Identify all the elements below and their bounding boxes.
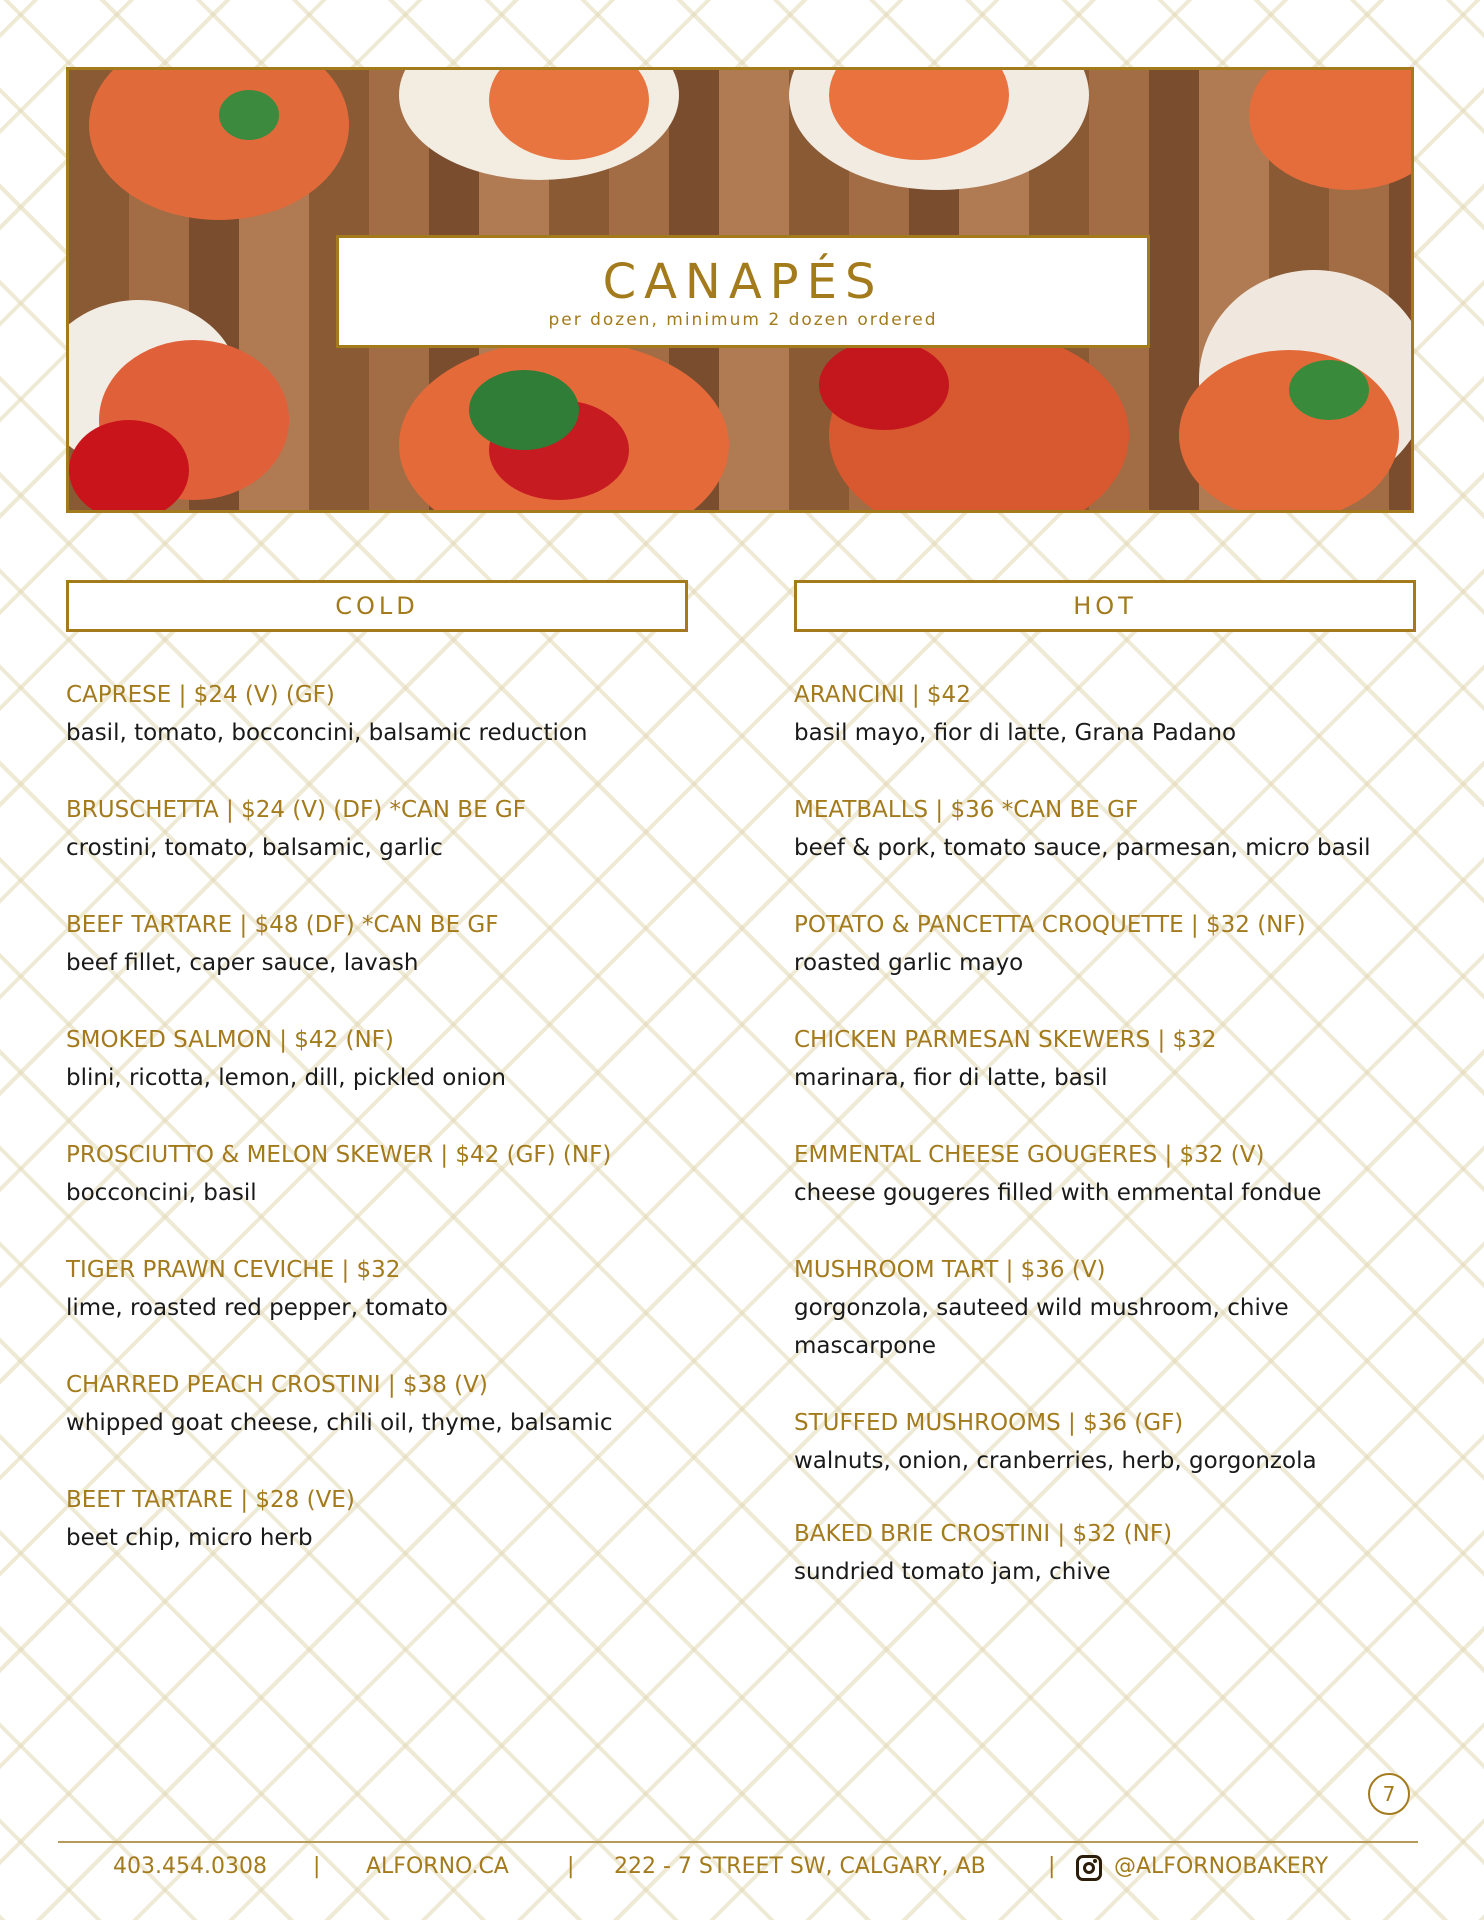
menu-item-title: CHICKEN PARMESAN SKEWERS | $32 — [794, 1027, 1217, 1053]
menu-item-description: cheese gougeres filled with emmental fondue — [794, 1180, 1322, 1206]
menu-item — [794, 791, 1474, 867]
menu-item-description: beef fillet, caper sauce, lavash — [66, 950, 419, 976]
menu-item-title: CAPRESE | $24 (V) (GF) — [66, 682, 335, 708]
menu-item-description: crostini, tomato, balsamic, garlic — [66, 835, 443, 861]
menu-item-description: gorgonzola, sauteed wild mushroom, chive mascarpone — [794, 1295, 1289, 1359]
menu-item-description: blini, ricotta, lemon, dill, pickled onion — [66, 1065, 506, 1091]
menu-item-title: STUFFED MUSHROOMS | $36 (GF) — [794, 1410, 1184, 1436]
hero-title-card — [336, 235, 1150, 348]
menu-item-description: whipped goat cheese, chili oil, thyme, balsamic — [66, 1410, 613, 1436]
menu-item-title: POTATO & PANCETTA CROQUETTE | $32 (NF) — [794, 912, 1306, 938]
menu-item-description: beet chip, micro herb — [66, 1525, 313, 1551]
section-heading-cold: COLD — [66, 580, 688, 632]
footer-separator: | — [567, 1854, 575, 1879]
menu-item — [66, 1021, 746, 1097]
menu-item — [66, 1251, 746, 1327]
footer-instagram-handle[interactable]: @ALFORNOBAKERY — [1114, 1854, 1329, 1879]
menu-item-title: BRUSCHETTA | $24 (V) (DF) *CAN BE GF — [66, 797, 526, 823]
section-heading-hot: HOT — [794, 580, 1416, 632]
menu-item — [794, 906, 1474, 982]
menu-item-description: basil, tomato, bocconcini, balsamic reduction — [66, 720, 588, 746]
menu-item-title: ARANCINI | $42 — [794, 682, 971, 708]
menu-item-title: EMMENTAL CHEESE GOUGERES | $32 (V) — [794, 1142, 1265, 1168]
menu-item — [66, 791, 746, 867]
hot-menu-list — [794, 676, 1474, 1591]
menu-item — [66, 1136, 746, 1212]
menu-item-title: CHARRED PEACH CROSTINI | $38 (V) — [66, 1372, 488, 1398]
menu-item — [794, 1251, 1474, 1365]
menu-item — [66, 906, 746, 982]
page-number: 7 — [1368, 1773, 1410, 1815]
menu-item-title: MUSHROOM TART | $36 (V) — [794, 1257, 1106, 1283]
menu-item — [794, 1021, 1474, 1097]
menu-item-description: bocconcini, basil — [66, 1180, 257, 1206]
menu-item — [66, 1481, 746, 1557]
menu-item — [66, 676, 746, 752]
menu-item-title: BAKED BRIE CROSTINI | $32 (NF) — [794, 1521, 1173, 1547]
menu-item — [794, 1136, 1474, 1212]
menu-item-description: walnuts, onion, cranberries, herb, gorgonzola — [794, 1448, 1317, 1474]
hero-banner — [66, 67, 1414, 513]
menu-item — [794, 1404, 1474, 1480]
footer-website[interactable]: ALFORNO.CA — [366, 1854, 509, 1879]
menu-item-title: PROSCIUTTO & MELON SKEWER | $42 (GF) (NF) — [66, 1142, 612, 1168]
menu-item-title: BEET TARTARE | $28 (VE) — [66, 1487, 355, 1513]
menu-item-description: beef & pork, tomato sauce, parmesan, micro basil — [794, 835, 1371, 861]
instagram-icon[interactable] — [1076, 1855, 1102, 1881]
menu-item — [794, 1515, 1474, 1591]
menu-item-description: lime, roasted red pepper, tomato — [66, 1295, 449, 1321]
menu-item-description: basil mayo, fior di latte, Grana Padano — [794, 720, 1237, 746]
footer — [0, 1850, 1484, 1884]
menu-item-title: BEEF TARTARE | $48 (DF) *CAN BE GF — [66, 912, 499, 938]
footer-separator: | — [313, 1854, 321, 1879]
menu-item-description: marinara, fior di latte, basil — [794, 1065, 1108, 1091]
page-title: CANAPÉS — [602, 254, 884, 310]
footer-separator: | — [1048, 1854, 1056, 1879]
menu-item-description: roasted garlic mayo — [794, 950, 1024, 976]
cold-menu-list — [66, 676, 746, 1557]
menu-item-title: TIGER PRAWN CEVICHE | $32 — [66, 1257, 401, 1283]
footer-phone[interactable]: 403.454.0308 — [113, 1854, 267, 1879]
menu-item-title: MEATBALLS | $36 *CAN BE GF — [794, 797, 1139, 823]
page-subtitle: per dozen, minimum 2 dozen ordered — [548, 310, 938, 330]
menu-item — [794, 676, 1474, 752]
footer-divider — [58, 1841, 1418, 1843]
menu-item — [66, 1366, 746, 1442]
menu-item-description: sundried tomato jam, chive — [794, 1559, 1111, 1585]
footer-address: 222 - 7 STREET SW, CALGARY, AB — [614, 1854, 986, 1879]
menu-item-title: SMOKED SALMON | $42 (NF) — [66, 1027, 394, 1053]
